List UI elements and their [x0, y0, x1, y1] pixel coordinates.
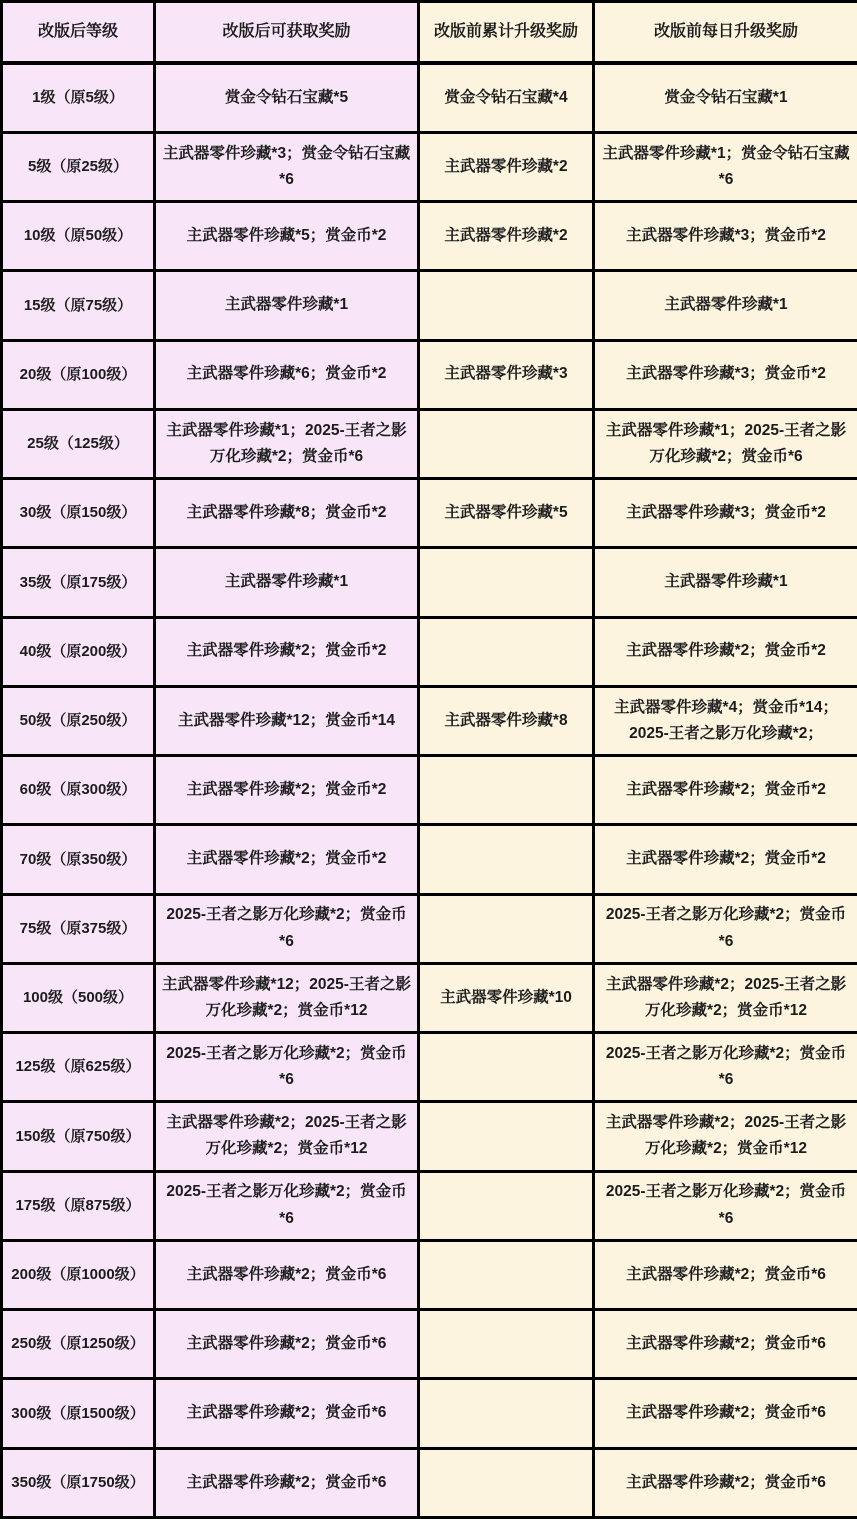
reward-cell: 主武器零件珍藏*2: [419, 202, 594, 271]
table-row: [2, 132, 857, 201]
header-cell: 改版后可获取奖励: [155, 2, 419, 64]
table-row: [2, 756, 857, 825]
reward-cell: 主武器零件珍藏*4；赏金币*14；2025-王者之影万化珍藏*2；: [594, 686, 857, 755]
reward-cell: [419, 1033, 594, 1102]
reward-cell: 2025-王者之影万化珍藏*2；赏金币*6: [594, 894, 857, 963]
table-row: [2, 617, 857, 686]
reward-cell: [419, 894, 594, 963]
reward-cell: 主武器零件珍藏*5: [419, 479, 594, 548]
header-cell: 改版后等级: [2, 2, 155, 64]
header-row: [2, 2, 857, 64]
table-row: [2, 686, 857, 755]
reward-cell: 主武器零件珍藏*2；赏金币*6: [594, 1240, 857, 1309]
level-cell: 5级（原25级）: [2, 132, 155, 201]
reward-cell: 主武器零件珍藏*1: [155, 548, 419, 617]
reward-cell: 主武器零件珍藏*2；赏金币*2: [594, 617, 857, 686]
level-cell: 250级（原1250级）: [2, 1310, 155, 1379]
reward-cell: 主武器零件珍藏*2；赏金币*6: [594, 1448, 857, 1518]
level-cell: 300级（原1500级）: [2, 1379, 155, 1448]
reward-cell: 主武器零件珍藏*2；2025-王者之影万化珍藏*2；赏金币*12: [155, 1102, 419, 1171]
reward-cell: 主武器零件珍藏*1: [594, 548, 857, 617]
level-cell: 75级（原375级）: [2, 894, 155, 963]
reward-cell: 主武器零件珍藏*1: [594, 271, 857, 340]
reward-cell: 主武器零件珍藏*2；赏金币*2: [155, 756, 419, 825]
reward-cell: 主武器零件珍藏*2；2025-王者之影万化珍藏*2；赏金币*12: [594, 1102, 857, 1171]
reward-cell: 2025-王者之影万化珍藏*2；赏金币*6: [594, 1033, 857, 1102]
reward-cell: [419, 1240, 594, 1309]
reward-cell: 主武器零件珍藏*2；赏金币*6: [594, 1379, 857, 1448]
table-row: [2, 1102, 857, 1171]
reward-cell: 主武器零件珍藏*1；2025-王者之影万化珍藏*2；赏金币*6: [594, 409, 857, 478]
table-row: [2, 1033, 857, 1102]
reward-cell: 赏金令钻石宝藏*5: [155, 63, 419, 132]
reward-cell: 主武器零件珍藏*10: [419, 963, 594, 1032]
reward-cell: [419, 1448, 594, 1518]
level-cell: 200级（原1000级）: [2, 1240, 155, 1309]
table-body: [2, 63, 857, 1518]
level-cell: 1级（原5级）: [2, 63, 155, 132]
level-cell: 350级（原1750级）: [2, 1448, 155, 1518]
reward-cell: 2025-王者之影万化珍藏*2；赏金币*6: [155, 1171, 419, 1240]
reward-cell: [419, 1102, 594, 1171]
reward-cell: 2025-王者之影万化珍藏*2；赏金币*6: [155, 894, 419, 963]
level-cell: 150级（原750级）: [2, 1102, 155, 1171]
reward-cell: [419, 1310, 594, 1379]
reward-cell: 主武器零件珍藏*3: [419, 340, 594, 409]
reward-cell: [419, 409, 594, 478]
reward-cell: 主武器零件珍藏*8；赏金币*2: [155, 479, 419, 548]
level-cell: 30级（原150级）: [2, 479, 155, 548]
table-row: [2, 963, 857, 1032]
reward-cell: 主武器零件珍藏*3；赏金令钻石宝藏*6: [155, 132, 419, 201]
reward-cell: [419, 1171, 594, 1240]
reward-cell: 赏金令钻石宝藏*4: [419, 63, 594, 132]
reward-cell: 主武器零件珍藏*2；赏金币*6: [594, 1310, 857, 1379]
reward-cell: 主武器零件珍藏*1；赏金令钻石宝藏*6: [594, 132, 857, 201]
level-cell: 70级（原350级）: [2, 825, 155, 894]
table-header-row: [2, 2, 857, 64]
reward-cell: 2025-王者之影万化珍藏*2；赏金币*6: [155, 1033, 419, 1102]
level-cell: 125级（原625级）: [2, 1033, 155, 1102]
level-cell: 25级（125级）: [2, 409, 155, 478]
table-row: [2, 548, 857, 617]
table-row: [2, 202, 857, 271]
reward-cell: 主武器零件珍藏*2；赏金币*2: [155, 617, 419, 686]
reward-cell: 2025-王者之影万化珍藏*2；赏金币*6: [594, 1171, 857, 1240]
table-row: [2, 1240, 857, 1309]
reward-cell: [419, 617, 594, 686]
table-row: [2, 1448, 857, 1518]
level-cell: 50级（原250级）: [2, 686, 155, 755]
table-row: [2, 340, 857, 409]
level-cell: 15级（原75级）: [2, 271, 155, 340]
table-row: [2, 894, 857, 963]
reward-cell: 主武器零件珍藏*2；2025-王者之影万化珍藏*2；赏金币*12: [594, 963, 857, 1032]
reward-cell: 主武器零件珍藏*3；赏金币*2: [594, 479, 857, 548]
reward-cell: [419, 825, 594, 894]
reward-cell: [419, 271, 594, 340]
reward-cell: [419, 548, 594, 617]
reward-cell: 主武器零件珍藏*12；2025-王者之影万化珍藏*2；赏金币*12: [155, 963, 419, 1032]
header-cell: 改版前累计升级奖励: [419, 2, 594, 64]
level-cell: 40级（原200级）: [2, 617, 155, 686]
reward-cell: 主武器零件珍藏*5；赏金币*2: [155, 202, 419, 271]
reward-cell: 主武器零件珍藏*1；2025-王者之影万化珍藏*2；赏金币*6: [155, 409, 419, 478]
reward-cell: 主武器零件珍藏*2；赏金币*6: [155, 1379, 419, 1448]
table-row: [2, 63, 857, 132]
header-cell: 改版前每日升级奖励: [594, 2, 857, 64]
level-cell: 20级（原100级）: [2, 340, 155, 409]
reward-cell: 主武器零件珍藏*3；赏金币*2: [594, 340, 857, 409]
level-cell: 35级（原175级）: [2, 548, 155, 617]
table-row: [2, 479, 857, 548]
level-cell: 10级（原50级）: [2, 202, 155, 271]
level-cell: 60级（原300级）: [2, 756, 155, 825]
reward-cell: [419, 756, 594, 825]
reward-cell: 主武器零件珍藏*2；赏金币*2: [594, 756, 857, 825]
reward-cell: 主武器零件珍藏*12；赏金币*14: [155, 686, 419, 755]
reward-cell: 主武器零件珍藏*8: [419, 686, 594, 755]
level-cell: 175级（原875级）: [2, 1171, 155, 1240]
reward-cell: 主武器零件珍藏*2；赏金币*6: [155, 1240, 419, 1309]
reward-cell: 主武器零件珍藏*2；赏金币*6: [155, 1448, 419, 1518]
table-row: [2, 1171, 857, 1240]
reward-cell: 主武器零件珍藏*1: [155, 271, 419, 340]
reward-cell: 主武器零件珍藏*2；赏金币*2: [155, 825, 419, 894]
table-row: [2, 271, 857, 340]
table-row: [2, 825, 857, 894]
reward-cell: 主武器零件珍藏*3；赏金币*2: [594, 202, 857, 271]
reward-cell: [419, 1379, 594, 1448]
reward-cell: 主武器零件珍藏*2；赏金币*2: [594, 825, 857, 894]
reward-cell: 赏金令钻石宝藏*1: [594, 63, 857, 132]
level-cell: 100级（500级）: [2, 963, 155, 1032]
table-row: [2, 1310, 857, 1379]
table-row: [2, 409, 857, 478]
reward-cell: 主武器零件珍藏*2；赏金币*6: [155, 1310, 419, 1379]
reward-cell: 主武器零件珍藏*2: [419, 132, 594, 201]
reward-cell: 主武器零件珍藏*6；赏金币*2: [155, 340, 419, 409]
table-row: [2, 1379, 857, 1448]
